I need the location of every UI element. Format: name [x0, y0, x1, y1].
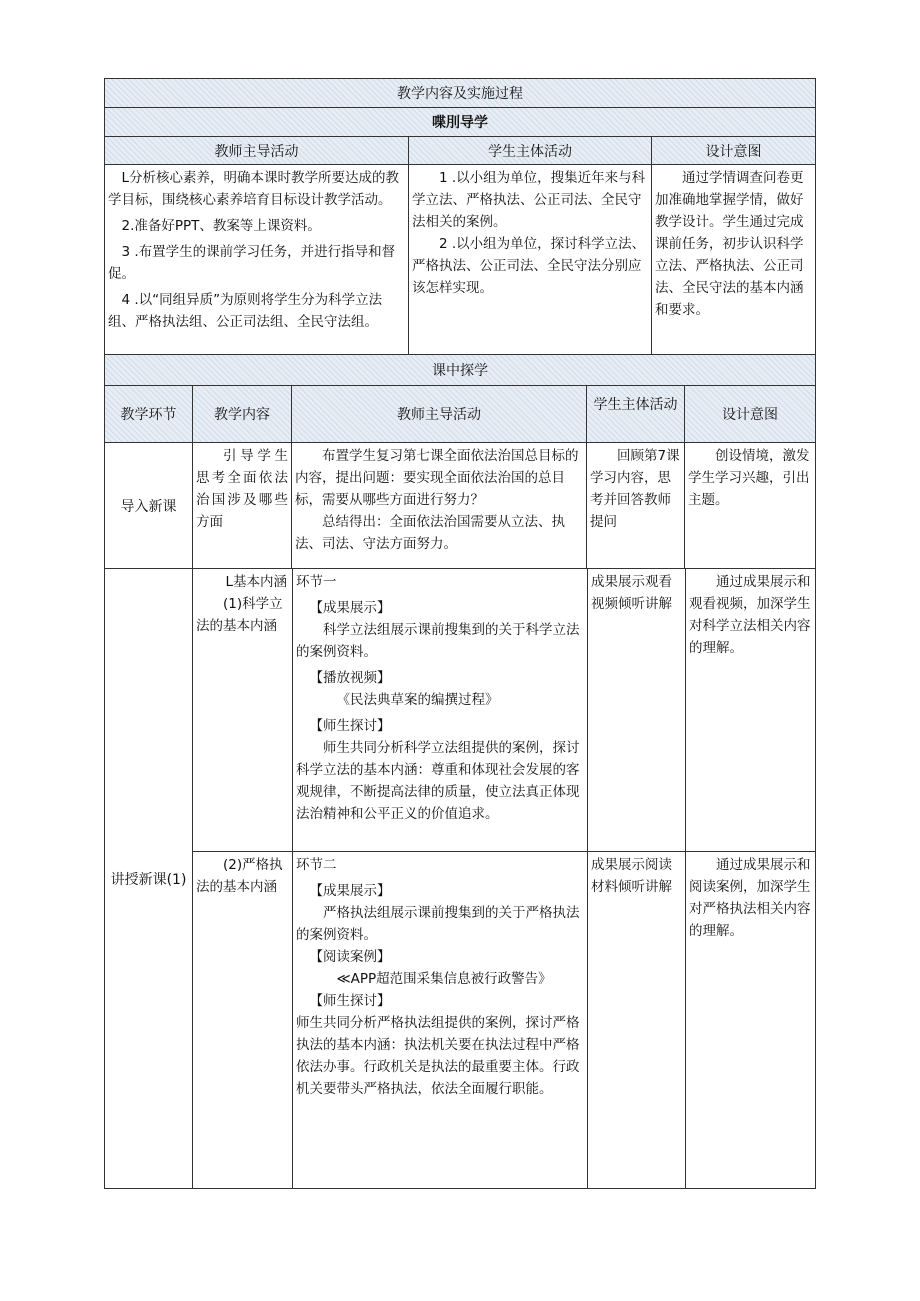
in-class-header-row [104, 386, 816, 443]
lecture-part1 [192, 569, 815, 852]
lesson-plan-table [104, 78, 816, 1189]
part1-design: 通过成果展示和观看视频，加深学生对科学立法相关内容的理解。 [689, 574, 811, 656]
intro-student-cell [586, 443, 684, 568]
intro-teacher-cell [291, 443, 586, 568]
pre-class-heading-row [104, 108, 816, 137]
part1-tag: 【成果展示】 [309, 600, 391, 616]
lecture-block [104, 569, 816, 1189]
in-class-heading: 课中探学 [432, 363, 488, 379]
part2-tag: 【师生探讨】 [309, 993, 391, 1009]
col-header-teacher-activity: 教师主导活动 [291, 386, 586, 442]
intro-stage: 导入新课 [120, 498, 177, 515]
pre-student-item: 2 .以小组为单位，探讨科学立法、严格执法、公正司法、全民守法分别应该怎样实现。 [412, 236, 646, 296]
part1-text: 科学立法组展示课前搜集到的关于科学立法的案例资料。 [296, 622, 580, 660]
table-title: 教学内容及实施过程 [397, 86, 523, 102]
intro-content-cell [192, 443, 291, 568]
part1-text: 师生共同分析科学立法组提供的案例，探讨科学立法的基本内涵：尊重和体现社会发展的客观规律，不断提高法律的质量，使立法真正体现法治精神和公平正义的价值追求。 [296, 740, 580, 822]
part1-content-cell [193, 569, 292, 851]
part1-tag: 【师生探讨】 [309, 718, 391, 734]
intro-design: 创设情境，激发学生学习兴趣，引出主题。 [688, 448, 810, 508]
lecture-part2 [192, 852, 815, 1188]
part1-student-cell [587, 569, 685, 851]
intro-teacher-item: 总结得出：全面依法治国需要从立法、执法、司法、守法方面努力。 [295, 514, 565, 552]
part2-tag: 【成果展示】 [309, 883, 391, 899]
table-title-row [104, 78, 816, 108]
col-header-teacher: 教师主导活动 [214, 143, 299, 160]
part2-content-sub: (2)严格执法的基本内涵 [196, 857, 283, 895]
pre-teacher-item: 2.准备好PPT、教案等上课资料。 [121, 218, 321, 234]
lecture-stage: 讲授新课(1) [110, 871, 187, 888]
part2-text: 师生共同分析严格执法组提供的案例，探讨严格执法的基本内涵：执法机关要在执法过程中严格依法办事。行政机关是执法的最重要主体。行政机关要带头严格执法，依法全面履行职能。 [296, 1015, 580, 1097]
intro-content: 引导学生思考全面依法治国涉及哪些方面 [196, 448, 288, 530]
part1-design-cell [685, 569, 815, 851]
part2-student: 成果展示阅读材料倾听讲解 [591, 857, 672, 895]
part2-text: 严格执法组展示课前搜集到的关于严格执法的案例资料。 [296, 905, 580, 943]
pre-teacher-item: 4 .以“同组异质”为原则将学生分为科学立法组、严格执法组、公正司法组、全民守法组。 [108, 292, 383, 330]
col-header-student-activity: 学生主体活动 [586, 386, 684, 442]
intro-student: 回顾第7课学习内容，思考并回答教师提问 [590, 448, 680, 530]
pre-teacher-item: L分析核心素养，明确本课时教学所要达成的教学目标，围绕核心素养培育目标设计教学活动。 [108, 170, 400, 208]
pre-class-heading: 喋刖导学 [432, 115, 488, 131]
pre-class-teacher-cell [105, 165, 408, 354]
col-header-design: 设计意图 [651, 137, 815, 164]
pre-class-content-row [104, 165, 816, 355]
part2-design-cell [685, 852, 815, 1188]
in-class-heading-row [104, 355, 816, 386]
pre-class-header-row [104, 137, 816, 165]
pre-design-text: 通过学情调查问卷更加准确地掌握学情，做好教学设计。学生通过完成课前任务，初步认识科学立法、严格执法、公正司法、全民守法的基本内涵和要求。 [655, 170, 804, 318]
intro-design-cell [684, 443, 815, 568]
part1-section: 环节一 [296, 574, 337, 590]
part2-section: 环节二 [296, 857, 337, 873]
intro-teacher-item: 布置学生复习第七课全面依法治国总目标的内容，提出问题：要实现全面依法治国的总目标，需要从哪些方面进行努力？ [295, 448, 579, 508]
part2-design: 通过成果展示和阅读案例，加深学生对严格执法相关内容的理解。 [689, 857, 811, 939]
part2-teacher-cell [292, 852, 587, 1188]
part2-student-cell [587, 852, 685, 1188]
part2-text: ≪APP超范围采集信息被行政警告》 [336, 971, 552, 987]
pre-student-item: 1 .以小组为单位，搜集近年来与科学立法、严格执法、公正司法、全民守法相关的案例。 [412, 170, 646, 230]
part1-tag: 【播放视频】 [309, 670, 391, 686]
part1-text: 《民法典草案的编撰过程》 [336, 692, 499, 708]
part1-teacher-cell [292, 569, 587, 851]
part2-content-cell [193, 852, 292, 1188]
part1-student: 成果展示观看视频倾听讲解 [591, 574, 672, 612]
col-header-stage: 教学环节 [120, 407, 177, 423]
part2-tag: 【阅读案例】 [309, 949, 391, 965]
col-header-content: 教学内容 [192, 386, 291, 442]
intro-row [104, 443, 816, 569]
col-header-design-intent: 设计意图 [684, 386, 815, 442]
pre-class-student-cell [408, 165, 651, 354]
part1-content-title: L基本内涵 [225, 574, 287, 590]
pre-teacher-item: 3 .布置学生的课前学习任务，并进行指导和督促。 [108, 244, 396, 282]
pre-class-design-cell [651, 165, 815, 354]
col-header-student: 学生主体活动 [408, 137, 651, 164]
part1-content-sub: (1)科学立法的基本内涵 [196, 596, 283, 634]
